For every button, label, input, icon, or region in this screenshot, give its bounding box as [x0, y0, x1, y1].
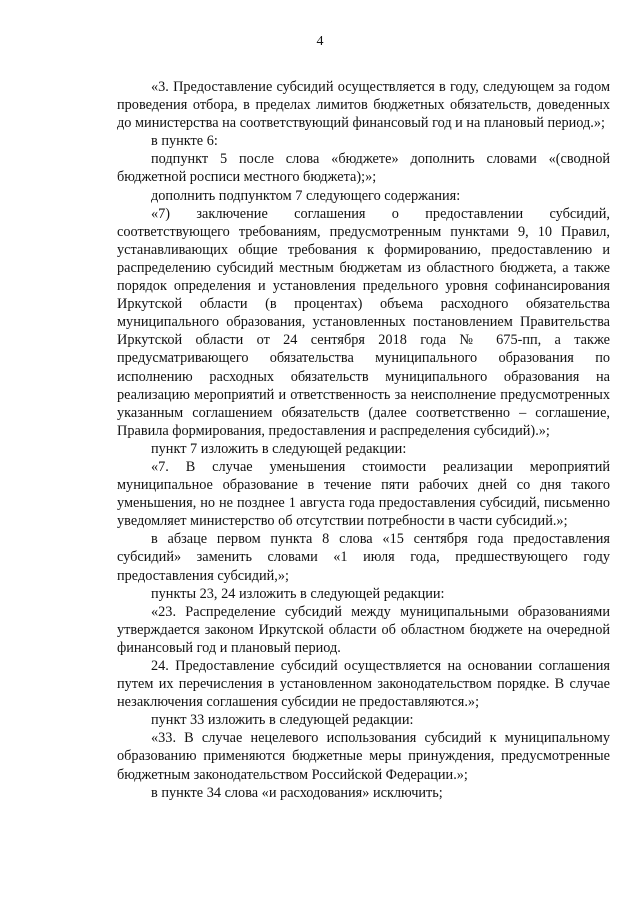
- paragraph: пункт 33 изложить в следующей редакции:: [151, 712, 414, 729]
- page-number: 4: [316, 34, 324, 49]
- paragraph: пункты 23, 24 изложить в следующей редакции:: [151, 585, 445, 602]
- paragraph: «33. В случае нецелевого использования субсидий к муниципальному образованию применяются бюджетные меры принуждения, предусмотренные бюджетным законодательством Российской Федерации.»;: [117, 730, 610, 783]
- document-body: [117, 78, 610, 802]
- paragraph: «7. В случае уменьшения стоимости реализации мероприятий муниципальное образование в течение пяти рабочих дней со дня такого уменьшения, но не позднее 1 августа года предоставления субсидий, письменно уведомляет министерство об отсутствии потребности в части субсидий.»;: [117, 458, 610, 530]
- paragraph: «7) заключение соглашения о предоставлении субсидий, соответствующего требованиям, предусмотренным пунктами 9, 10 Правил, устанавливающих общие требования к формированию, предоставлению и распределению субсидий местным бюджетам из областного бюджета, а также порядок определения и установления предельного уровня софинансирования Иркутской области (в процентах) объема расходного обязательства муниципального образования, установленных постановлением Правительства Иркутской области от 24 сентября 2018 года № 675-пп, а также предусматривающего обязательства муниципального образования по исполнению расходных обязательств муниципального образования на реализацию мероприятий и ответственность за неисполнение предусмотренных указанным соглашением обязательств (далее соответственно – соглашение, Правила формирования, предоставления и распределения субсидий).»;: [117, 205, 610, 439]
- paragraph: подпункт 5 после слова «бюджете» дополнить словами «(сводной бюджетной росписи местного бюджета);»;: [117, 151, 610, 186]
- paragraph: 24. Предоставление субсидий осуществляется на основании соглашения путем их перечисления в установленном законодательством порядке. В случае незаключения соглашения субсидии не предоставляются.»;: [117, 658, 610, 711]
- paragraph: в пункте 6:: [151, 133, 218, 150]
- paragraph: «23. Распределение субсидий между муниципальными образованиями утверждается законом Иркутской области об областном бюджете на очередной финансовый год и плановый период.: [117, 603, 610, 656]
- paragraph: в абзаце первом пункта 8 слова «15 сентября года предоставления субсидий» заменить словами «1 июля года, предшествующего году предоставления субсидий,»;: [117, 531, 610, 584]
- paragraph: в пункте 34 слова «и расходования» исключить;: [151, 784, 443, 801]
- paragraph: «3. Предоставление субсидий осуществляется в году, следующем за годом проведения отбора, в пределах лимитов бюджетных обязательств, доведенных до министерства на соответствующий финансовый год и на плановый период.»;: [117, 79, 610, 132]
- paragraph: пункт 7 изложить в следующей редакции:: [151, 440, 407, 457]
- paragraph: дополнить подпунктом 7 следующего содержания:: [151, 187, 461, 204]
